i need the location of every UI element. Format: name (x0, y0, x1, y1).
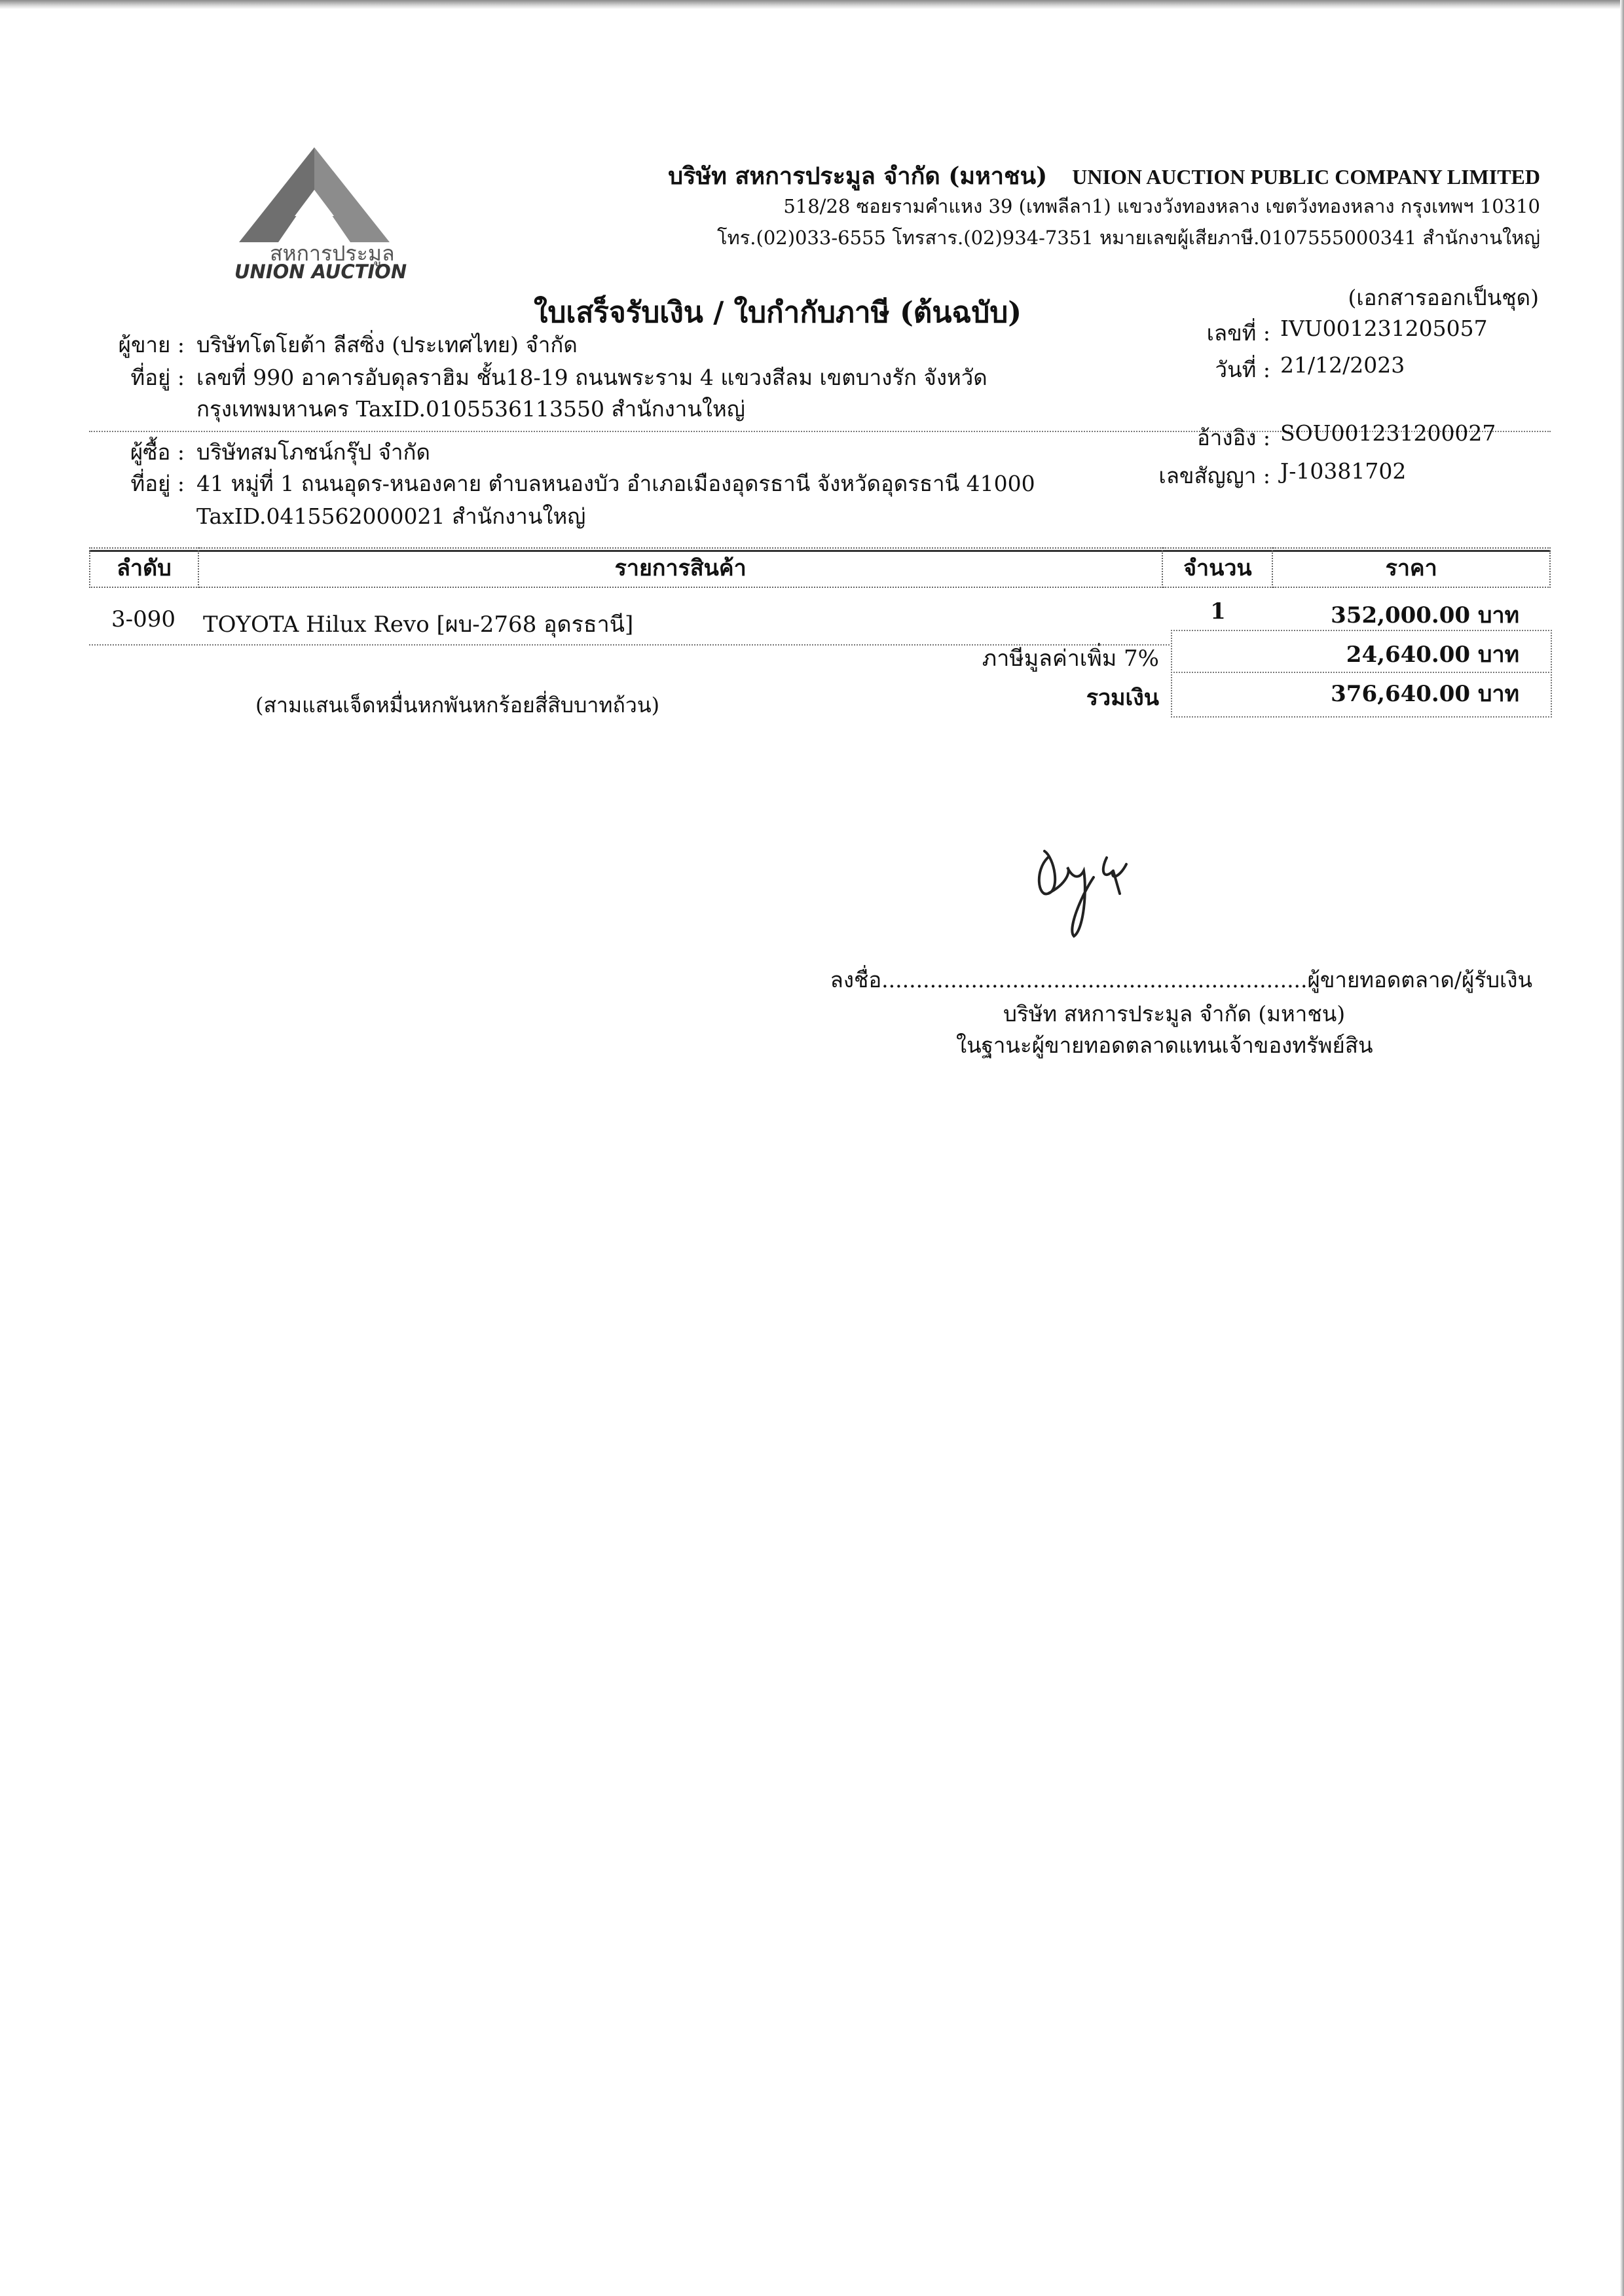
contract-label: เลขสัญญา : (1158, 463, 1270, 488)
vat-amount: 24,640.00 บาท (1346, 642, 1519, 668)
company-name-row (668, 157, 1540, 194)
row-qty: 1 (1210, 598, 1226, 625)
row-price: 352,000.00 บาท (1331, 602, 1519, 629)
scan-right-edge (1620, 0, 1624, 2296)
handwritten-signature (1022, 831, 1153, 949)
company-name-en: UNION AUCTION PUBLIC COMPANY LIMITED (1072, 165, 1540, 189)
company-logo (229, 144, 407, 288)
total-amount: 376,640.00 บาท (1331, 681, 1519, 707)
company-contact: โทร.(02)033-6555 โทรสาร.(02)934-7351 หมายเลขผู้เสียภาษี.0107555000341 สำนักงานใหญ่ (717, 227, 1540, 249)
total-label: รวมเงิน (1086, 685, 1159, 711)
logo-text-en: UNION AUCTION (234, 261, 407, 283)
seller-label: ผู้ขาย : (118, 332, 185, 357)
doc-number: IVU001231205057 (1280, 316, 1488, 341)
signature-line: ลงชื่อ..............................................................ผู้ขายทอดตลาด/ผู้รับเงิน (830, 967, 1532, 993)
company-name-th: บริษัท สหการประมูล จำกัด (มหาชน) (668, 162, 1048, 190)
row-seq: 3-090 (111, 606, 176, 632)
signature-company: บริษัท สหการประมูล จำกัด (มหาชน) (1003, 1001, 1346, 1027)
seller-address-label: ที่อยู่ : (130, 365, 185, 390)
document-title: ใบเสร็จรับเงิน / ใบกำกับภาษี (ต้นฉบับ) (534, 296, 1022, 329)
buyer-address-line2: TaxID.0415562000021 สำนักงานใหญ่ (196, 503, 586, 529)
seller-name: บริษัทโตโยต้า ลีสซิ่ง (ประเทศไทย) จำกัด (196, 332, 578, 357)
company-address: 518/28 ซอยรามคำแหง 39 (เทพลีลา1) แขวงวังทองหลาง เขตวังทองหลาง กรุงเทพฯ 10310 (783, 195, 1540, 217)
vat-label: ภาษีมูลค่าเพิ่ม 7% (982, 646, 1159, 672)
seller-address-line1: เลขที่ 990 อาคารอับดุลราฮิม ชั้น18-19 ถนนพระราม 4 แขวงสีลม เขตบางรัก จังหวัด (196, 365, 987, 390)
logo-triangle-icon (229, 144, 399, 242)
items-table (89, 547, 1551, 588)
doc-date-label: วันที่ : (1215, 357, 1270, 382)
logo-text-th: สหการประมูล (270, 241, 395, 266)
buyer-address-label: ที่อยู่ : (130, 471, 185, 496)
total-in-words: (สามแสนเจ็ดหมื่นหกพันหกร้อยสี่สิบบาทถ้วน) (255, 693, 660, 718)
ref-number: SOU001231200027 (1280, 420, 1496, 446)
row-item: TOYOTA Hilux Revo [ผบ-2768 อุดรธานี] (203, 611, 634, 638)
header-seq: ลำดับ (90, 548, 198, 587)
buyer-label: ผู้ซื้อ : (130, 439, 185, 465)
table-header-row (90, 548, 1550, 587)
signature-capacity: ในฐานะผู้ขายทอดตลาดแทนเจ้าของทรัพย์สิน (956, 1032, 1373, 1058)
ref-label: อ้างอิง : (1196, 425, 1270, 450)
buyer-name: บริษัทสมโภชน์กรุ๊ป จำกัด (196, 439, 430, 465)
header-item: รายการสินค้า (198, 548, 1162, 587)
doc-number-label: เลขที่ : (1206, 320, 1270, 346)
buyer-address-line1: 41 หมู่ที่ 1 ถนนอุดร-หนองคาย ตำบลหนองบัว อำเภอเมืองอุดรธานี จังหวัดอุดรธานี 41000 (196, 471, 1035, 496)
header-price: ราคา (1272, 548, 1550, 587)
scan-top-edge (0, 0, 1624, 9)
contract-number: J-10381702 (1280, 458, 1407, 484)
document-note: (เอกสารออกเป็นชุด) (1348, 285, 1539, 310)
seller-address-line2: กรุงเทพมหานคร TaxID.0105536113550 สำนักงานใหญ่ (196, 396, 745, 422)
totals-divider (1171, 672, 1549, 673)
header-qty: จำนวน (1162, 548, 1272, 587)
doc-date: 21/12/2023 (1280, 352, 1405, 378)
